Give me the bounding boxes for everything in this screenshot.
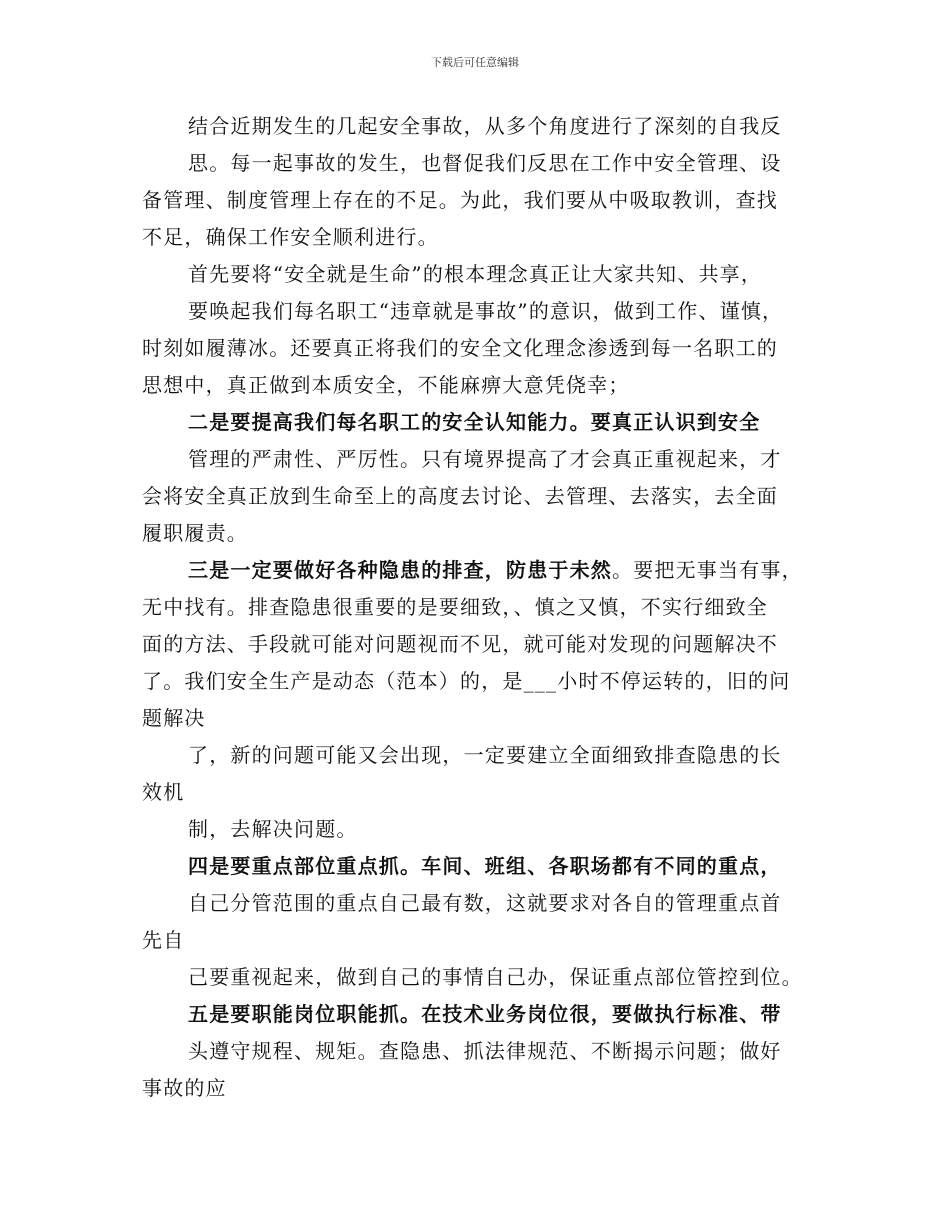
paragraph-line: 时刻如履薄冰。还要真正将我们的安全文化理念渗透到每一名职工的 [142,336,778,360]
paragraph-line: 先自 [142,928,185,952]
paragraph-line: 不足，确保工作安全顺利进行。 [142,225,439,249]
paragraph-line: 思。每一起事故的发生，也督促我们反思在工作中安全管理、设 [188,151,782,175]
paragraph-line: 备管理、制度管理上存在的不足。为此，我们要从中吸取教训，查找 [142,188,778,212]
paragraph-line: 结合近期发生的几起安全事故，从多个角度进行了深刻的自我反 [188,114,782,138]
paragraph-text-span: 。要把无事当有事， [612,558,803,582]
paragraph-line: 要唤起我们每名职工“违章就是事故”的意识，做到工作、谨慎， [188,299,784,323]
paragraph-line: 效机 [142,780,185,804]
paragraph-line: 自己分管范围的重点自己最有数，这就要求对各自的管理重点首 [188,891,782,915]
paragraph-line: 思想中，真正做到本质安全，不能麻痹大意凭侥幸； [142,373,630,397]
paragraph-heading-span: 三是一定要做好各种隐患的排查，防患于未然 [188,558,612,582]
paragraph-line: 会将安全真正放到生命至上的高度去讨论、去管理、去落实，去全面 [142,484,778,508]
paragraph-line: 首先要将“安全就是生命”的根本理念真正让大家共知、共享， [188,262,763,286]
paragraph-line: 了，新的问题可能又会出现，一定要建立全面细致排查隐患的长 [188,743,782,767]
paragraph-line: 题解决 [142,706,206,730]
paragraph-line: 事故的应 [142,1076,227,1100]
paragraph-line: 履职履责。 [142,521,248,545]
paragraph-line: 无中找有。排查隐患很重要的是要细致，、慎之又慎，不实行细致全 [142,595,768,619]
paragraph-line: 管理的严肃性、严厉性。只有境界提高了才会真正重视起来，才 [188,447,782,471]
paragraph-heading-line: 四是要重点部位重点抓。车间、班组、各职场都有不同的重点， [188,854,782,878]
paragraph-line: 面的方法、手段就可能对问题视而不见，就可能对发现的问题解决不 [142,632,778,656]
page-header: 下载后可任意编辑 [431,56,519,69]
paragraph-line: 己要重视起来，做到自己的事情自己办，保证重点部位管控到位。 [188,965,803,989]
paragraph-line [188,558,803,582]
paragraph-heading-line: 五是要职能岗位职能抓。在技术业务岗位很，要做执行标准、带 [188,1002,782,1026]
paragraph-heading-line: 二是要提高我们每名职工的安全认知能力。要真正认识到安全 [188,410,761,434]
paragraph-line: 制，去解决问题。 [188,817,358,841]
paragraph-line: 头遵守规程、规矩。查隐患、抓法律规范、不断揭示问题；做好 [188,1039,782,1063]
paragraph-line: 了。我们安全生产是动态（范本）的，是___小时不停运转的，旧的问 [142,669,791,693]
